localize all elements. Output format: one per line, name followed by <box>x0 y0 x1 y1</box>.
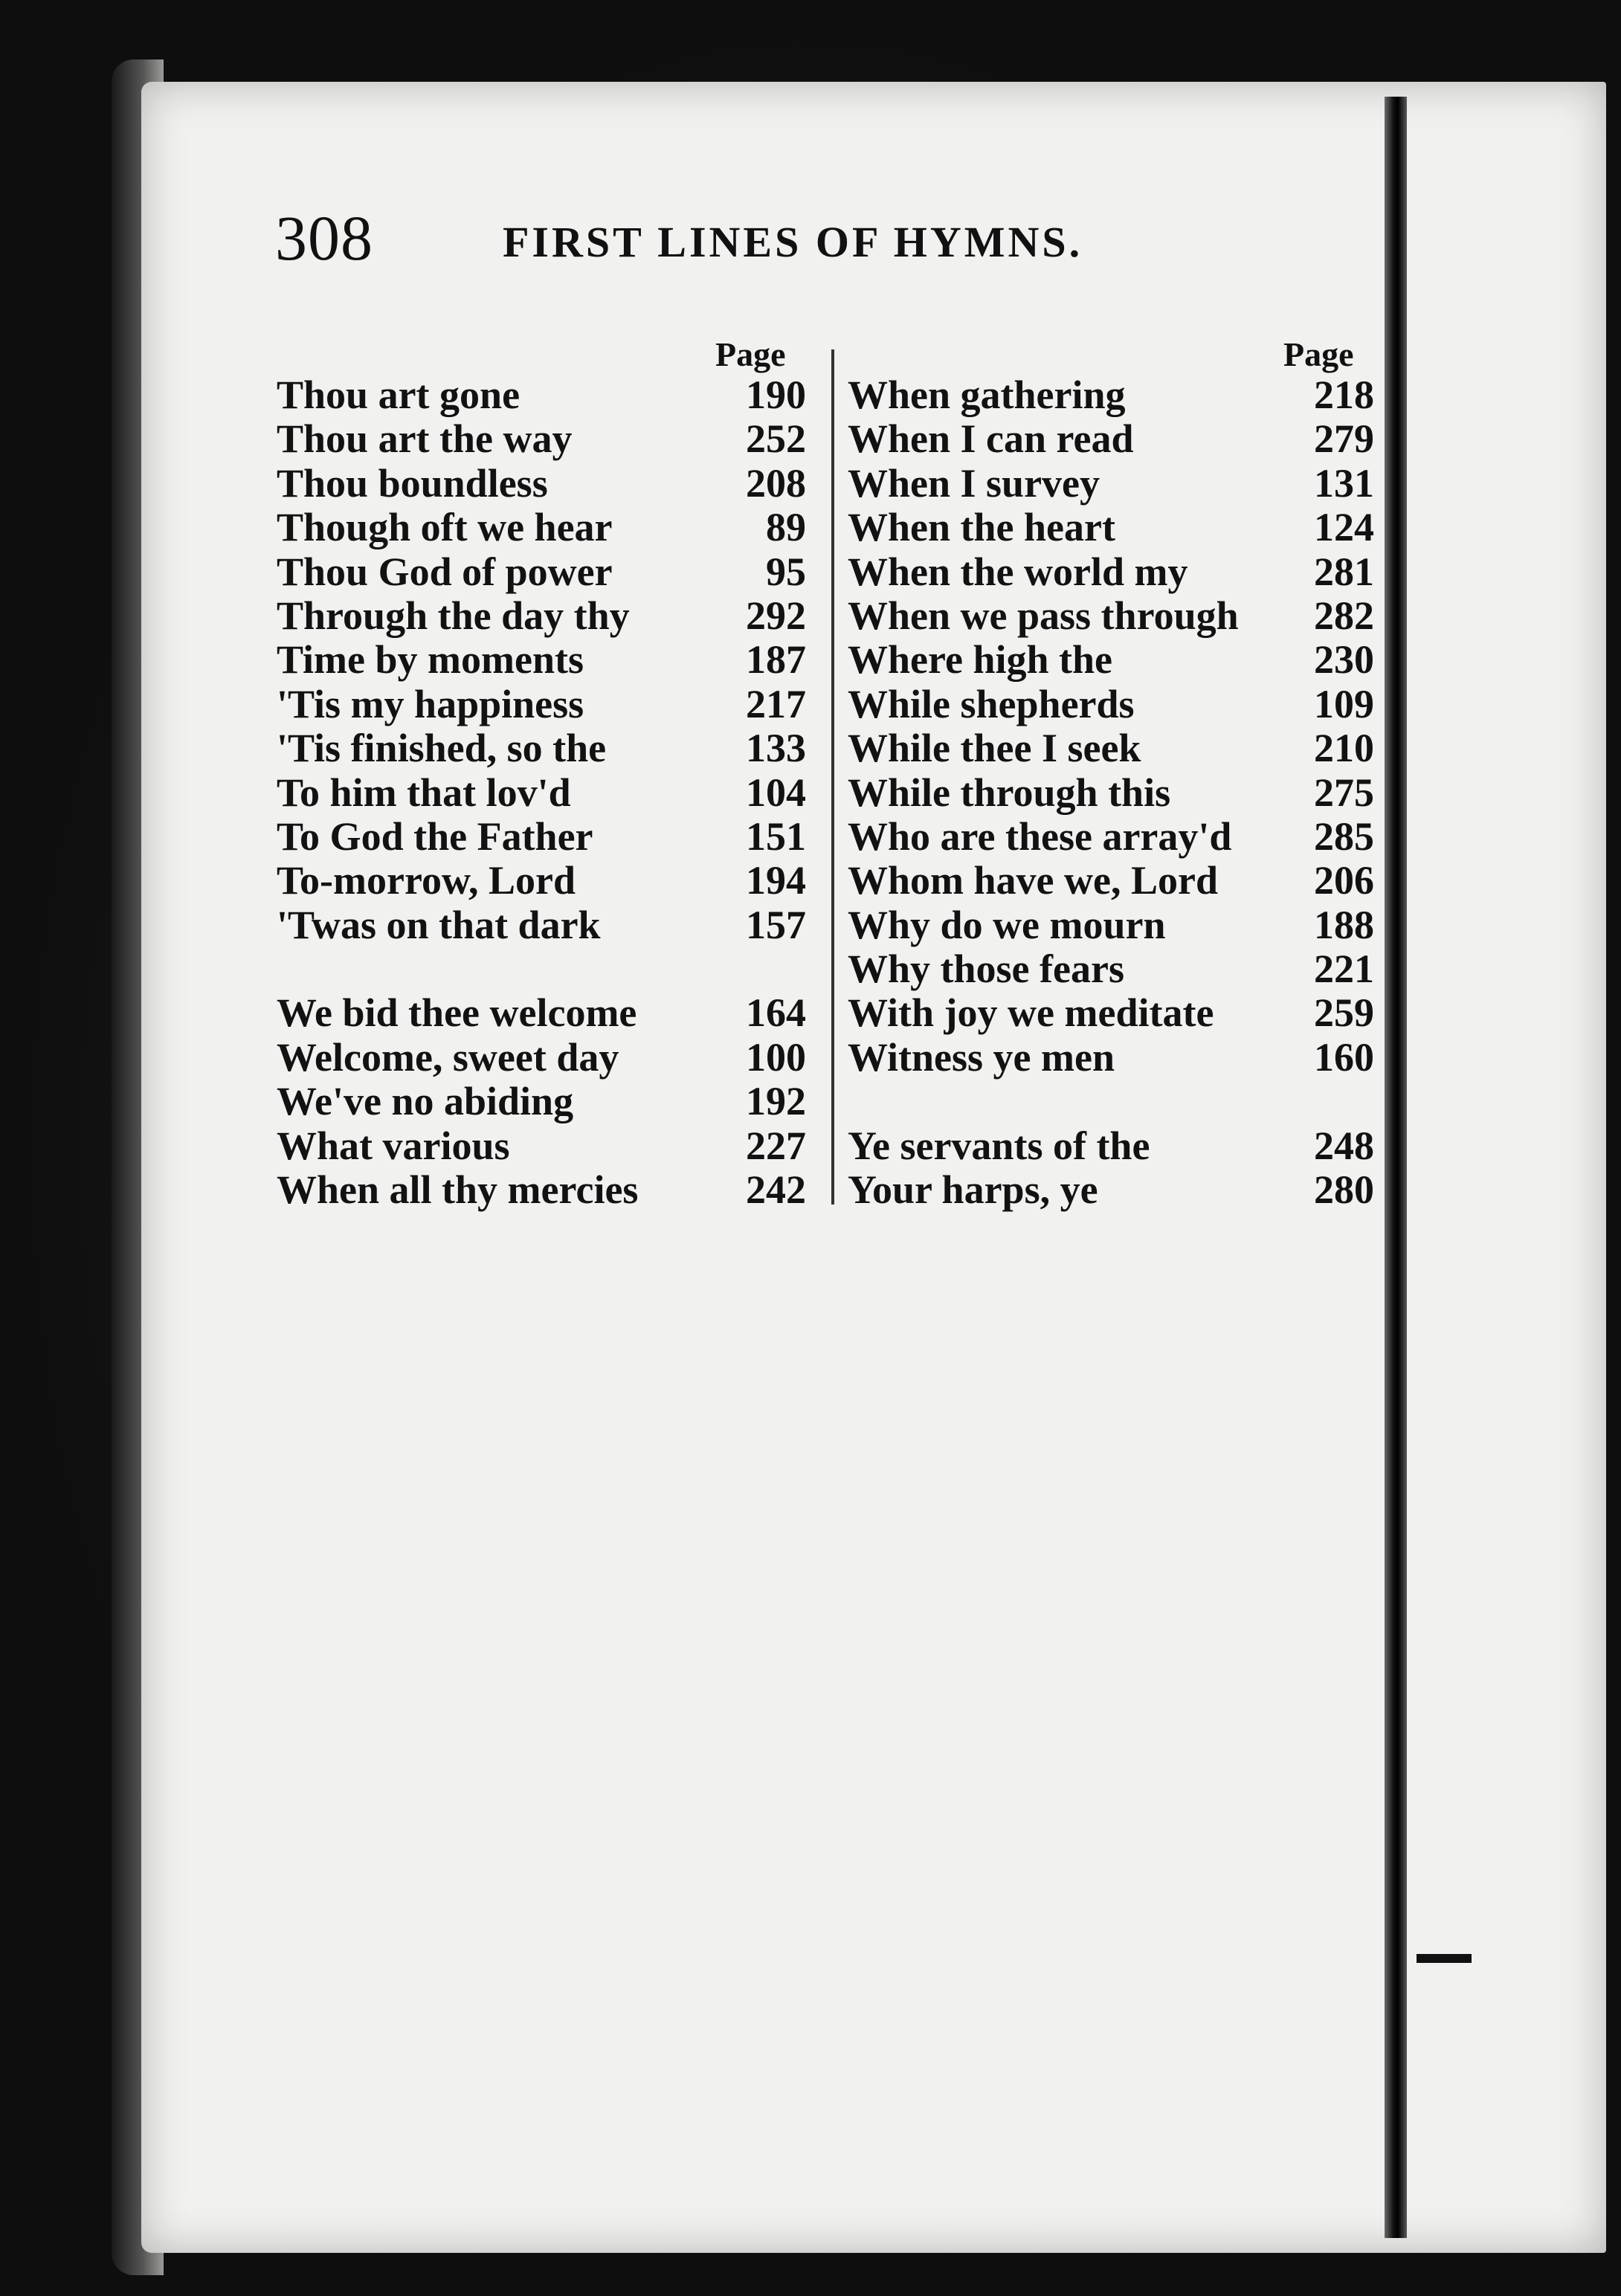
hymn-page-number: 217 <box>746 681 806 726</box>
hymn-first-line: When we pass through <box>848 593 1239 638</box>
index-entry <box>848 815 1374 859</box>
hymn-first-line: When I survey <box>848 460 1100 506</box>
running-head: FIRST LINES OF HYMNS. <box>503 218 1083 266</box>
hymn-first-line: To him that lov'd <box>277 770 571 815</box>
hymn-first-line: When the world my <box>848 549 1188 594</box>
index-entry <box>848 506 1374 549</box>
hymn-first-line: Thou boundless <box>277 460 548 506</box>
hymn-first-line: Whom have we, Lord <box>848 858 1218 903</box>
index-entry <box>277 1124 806 1168</box>
hymn-page-number: 89 <box>766 505 806 550</box>
right-hymn-index <box>848 373 1374 1212</box>
hymn-first-line: Why do we mourn <box>848 902 1166 947</box>
hymn-first-line: While through this <box>848 770 1171 815</box>
index-entry <box>848 859 1374 903</box>
hymn-page-number: 157 <box>746 902 806 947</box>
hymn-page-number: 104 <box>746 770 806 815</box>
left-hymn-index <box>277 373 806 1212</box>
index-entry <box>277 815 806 859</box>
hymn-first-line: While shepherds <box>848 681 1135 726</box>
hymn-page-number: 242 <box>746 1167 806 1213</box>
index-entry <box>277 506 806 549</box>
hymn-page-number: 124 <box>1314 505 1374 550</box>
index-entry <box>848 462 1374 506</box>
hymn-first-line: We've no abiding <box>277 1079 574 1124</box>
hymn-first-line: 'Tis my happiness <box>277 681 584 726</box>
hymn-first-line: To-morrow, Lord <box>277 858 576 903</box>
left-column-page-label: Page <box>715 335 786 373</box>
index-entry <box>848 417 1374 461</box>
page-gutter <box>1385 97 1407 2238</box>
index-entry <box>848 683 1374 726</box>
hymn-first-line: Thou art the way <box>277 416 573 462</box>
index-entry <box>848 1080 1374 1123</box>
hymn-page-number: 160 <box>1314 1034 1374 1080</box>
hymn-page-number: 292 <box>746 593 806 638</box>
hymn-page-number: 281 <box>1314 549 1374 594</box>
hymn-page-number: 187 <box>746 637 806 683</box>
hymn-page-number: 151 <box>746 813 806 859</box>
hymn-first-line: Thou God of power <box>277 549 613 594</box>
index-entry <box>277 594 806 638</box>
hymn-page-number: 100 <box>746 1034 806 1080</box>
index-entry <box>277 373 806 417</box>
index-entry <box>277 683 806 726</box>
index-entry <box>277 771 806 815</box>
index-entry <box>848 991 1374 1035</box>
index-entry <box>848 1036 1374 1080</box>
index-entry <box>848 771 1374 815</box>
hymn-page-number: 252 <box>746 416 806 462</box>
hymn-page-number: 133 <box>746 726 806 771</box>
index-entry <box>277 638 806 682</box>
hymn-first-line: With joy we meditate <box>848 990 1214 1036</box>
hymn-first-line: Your harps, ye <box>848 1167 1098 1213</box>
index-entry <box>277 947 806 991</box>
hymn-first-line: When all thy mercies <box>277 1167 639 1213</box>
index-entry <box>277 417 806 461</box>
hymn-page-number: 275 <box>1314 770 1374 815</box>
hymn-first-line: Welcome, sweet day <box>277 1034 619 1080</box>
index-entry <box>848 903 1374 947</box>
hymn-page-number: 259 <box>1314 990 1374 1036</box>
hymn-page-number: 164 <box>746 990 806 1036</box>
hymn-page-number: 221 <box>1314 947 1374 992</box>
index-entry <box>277 550 806 594</box>
hymn-page-number: 282 <box>1314 593 1374 638</box>
column-divider <box>831 349 834 1205</box>
hymn-first-line: We bid thee welcome <box>277 990 637 1036</box>
hymn-page-number: 280 <box>1314 1167 1374 1213</box>
hymn-first-line: Thou art gone <box>277 373 521 417</box>
hymn-first-line: Time by moments <box>277 637 584 683</box>
hymn-page-number: 227 <box>746 1123 806 1168</box>
index-entry <box>848 947 1374 991</box>
index-entry <box>277 903 806 947</box>
hymn-page-number: 190 <box>746 373 806 417</box>
hymn-first-line: When I can read <box>848 416 1134 462</box>
hymn-page-number: 206 <box>1314 858 1374 903</box>
hymn-first-line: 'Twas on that dark <box>277 902 601 947</box>
hymn-page-number: 218 <box>1314 373 1374 417</box>
index-entry <box>848 550 1374 594</box>
index-entry <box>277 991 806 1035</box>
hymn-first-line: Why those fears <box>848 947 1124 992</box>
hymn-first-line: When gathering <box>848 373 1126 417</box>
hymn-first-line: To God the Father <box>277 813 593 859</box>
hymn-page-number: 230 <box>1314 637 1374 683</box>
hymn-page-number: 208 <box>746 460 806 506</box>
hymn-page-number: 131 <box>1314 460 1374 506</box>
hymn-first-line: Who are these array'd <box>848 813 1232 859</box>
hymn-first-line: Though oft we hear <box>277 505 613 550</box>
hymn-page-number: 194 <box>746 858 806 903</box>
hymn-page-number: 285 <box>1314 813 1374 859</box>
index-entry <box>277 859 806 903</box>
hymn-page-number: 210 <box>1314 726 1374 771</box>
hymn-page-number: 109 <box>1314 681 1374 726</box>
right-column-page-label: Page <box>1283 335 1354 373</box>
index-entry <box>277 1168 806 1212</box>
index-entry <box>848 726 1374 770</box>
hymn-first-line: Through the day thy <box>277 593 630 638</box>
index-entry <box>277 1036 806 1080</box>
index-entry <box>848 594 1374 638</box>
index-entry <box>277 726 806 770</box>
hymn-first-line: 'Tis finished, so the <box>277 726 607 771</box>
index-entry <box>277 1080 806 1123</box>
index-entry <box>848 1124 1374 1168</box>
index-entry <box>848 1168 1374 1212</box>
index-entry <box>848 373 1374 417</box>
gutter-mark <box>1417 1954 1472 1963</box>
hymn-page-number: 192 <box>746 1079 806 1124</box>
hymn-first-line: Ye servants of the <box>848 1123 1150 1168</box>
index-entry <box>277 462 806 506</box>
hymn-first-line: What various <box>277 1123 510 1168</box>
hymn-first-line: When the heart <box>848 505 1115 550</box>
hymn-page-number: 279 <box>1314 416 1374 462</box>
hymn-page-number: 248 <box>1314 1123 1374 1168</box>
hymn-first-line: Witness ye men <box>848 1034 1115 1080</box>
index-entry <box>848 638 1374 682</box>
hymn-first-line: While thee I seek <box>848 726 1141 771</box>
hymn-page-number: 188 <box>1314 902 1374 947</box>
page-number: 308 <box>275 202 373 274</box>
hymn-page-number: 95 <box>766 549 806 594</box>
hymn-first-line: Where high the <box>848 637 1113 683</box>
